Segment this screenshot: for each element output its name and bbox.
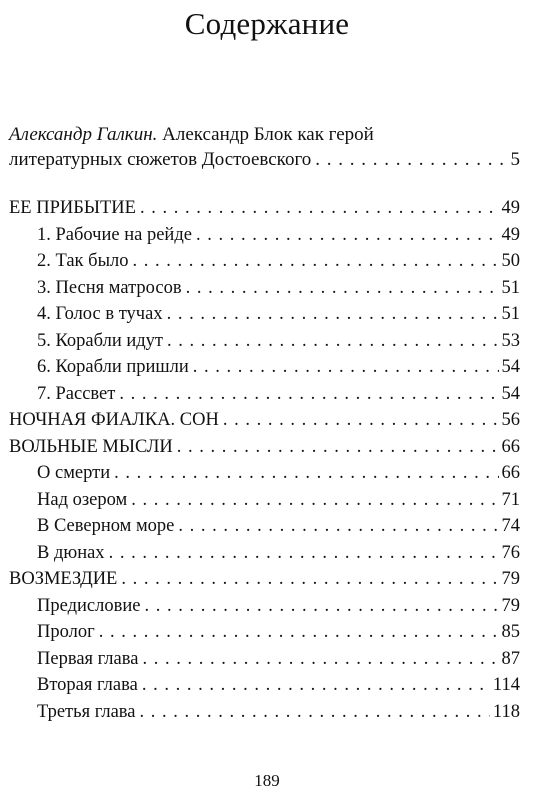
toc-item-title: 1. Рабочие на рейде: [37, 224, 192, 245]
toc-page-number: 56: [501, 410, 520, 430]
toc-item-row: [9, 513, 520, 540]
dot-leader: [315, 147, 507, 172]
dot-leader: [142, 672, 490, 699]
toc-section-row: [9, 195, 520, 222]
toc-item-row: [9, 381, 520, 408]
dot-leader: [193, 354, 499, 381]
dot-leader: [167, 328, 499, 355]
toc-item-row: [9, 699, 520, 726]
toc-page-number: 74: [501, 516, 520, 536]
toc-page-number: 54: [501, 383, 520, 404]
dot-leader: [144, 593, 498, 620]
dot-leader: [131, 487, 498, 514]
toc-section-row: [9, 566, 520, 593]
dot-leader: [133, 248, 499, 275]
toc-item-row: [9, 646, 520, 673]
intro-line-2: [9, 147, 520, 172]
dot-leader: [177, 434, 499, 461]
toc-section-title: ЕЕ ПРИБЫТИЕ: [9, 198, 136, 218]
dot-leader: [178, 513, 498, 540]
toc-item-title: 2. Так было: [37, 251, 129, 271]
dot-leader: [223, 407, 499, 434]
toc-item-row: [9, 487, 520, 514]
toc-item-row: [9, 593, 520, 620]
dot-leader: [99, 619, 499, 646]
dot-leader: [142, 646, 498, 673]
intro-title-part-2: литературных сюжетов Достоевского: [9, 149, 312, 170]
toc-item-title: В Северном море: [37, 516, 175, 536]
toc-item-row: [9, 301, 520, 328]
toc-section-title: ВОЛЬНЫЕ МЫСЛИ: [9, 436, 173, 457]
toc-page-number: 76: [501, 542, 520, 563]
toc-page-number: 53: [501, 330, 520, 351]
toc-page-number: 79: [501, 569, 520, 589]
dot-leader: [140, 195, 499, 222]
toc-item-row: [9, 275, 520, 302]
toc-item-title: 4. Голос в тучах: [37, 304, 163, 324]
toc-page-number: 85: [501, 622, 520, 642]
toc-item-row: [9, 672, 520, 699]
toc-item-title: Третья глава: [37, 701, 136, 722]
toc-page-number: 87: [501, 648, 520, 669]
dot-leader: [167, 301, 499, 328]
toc-page-number: 51: [501, 277, 520, 298]
toc-page-number: 50: [501, 251, 520, 271]
intro-title-part-1: Александр Блок как герой: [157, 124, 374, 145]
toc-page-number: 49: [501, 224, 520, 245]
toc-section-row: [9, 407, 520, 434]
toc-item-row: [9, 460, 520, 487]
toc-page-number: 66: [501, 436, 520, 457]
toc-item-title: 5. Корабли идут: [37, 330, 163, 351]
toc-item-title: Вторая глава: [37, 675, 138, 695]
toc-item-title: Первая глава: [37, 648, 139, 669]
dot-leader: [114, 460, 498, 487]
toc-item-title: Пролог: [37, 622, 95, 642]
toc-section-title: ВОЗМЕЗДИЕ: [9, 569, 118, 589]
toc-item-title: Над озером: [37, 489, 128, 510]
intro-author: Александр Галкин.: [9, 124, 158, 145]
dot-leader: [140, 699, 490, 726]
toc-item-row: [9, 328, 520, 355]
toc-page-number: 114: [492, 675, 520, 695]
table-of-contents: [9, 122, 520, 725]
toc-page-number: 54: [501, 357, 520, 377]
toc-item-row: [9, 222, 520, 249]
toc-item-title: 7. Рассвет: [37, 383, 116, 404]
dot-leader: [109, 540, 499, 567]
toc-page-number: 71: [501, 489, 520, 510]
dot-leader: [119, 381, 498, 408]
toc-item-row: [9, 540, 520, 567]
toc-item-title: Предисловие: [37, 595, 141, 616]
page-number: 189: [254, 771, 280, 790]
toc-intro-entry: [9, 122, 520, 172]
toc-item-row: [9, 248, 520, 275]
dot-leader: [121, 566, 498, 593]
toc-section-title: НОЧНАЯ ФИАЛКА. СОН: [9, 410, 219, 430]
toc-item-title: В дюнах: [37, 542, 105, 563]
intro-page-number: 5: [510, 149, 520, 170]
toc-sections: [9, 195, 520, 725]
dot-leader: [186, 275, 499, 302]
toc-section-row: [9, 434, 520, 461]
toc-item-title: 3. Песня матросов: [37, 277, 182, 298]
intro-line-1: [9, 122, 520, 147]
toc-page-number: 79: [501, 595, 520, 616]
toc-item-title: О смерти: [37, 463, 111, 483]
toc-item-row: [9, 619, 520, 646]
toc-page-number: 118: [492, 701, 520, 722]
toc-page-number: 66: [501, 463, 520, 483]
toc-page-number: 49: [501, 198, 520, 218]
dot-leader: [196, 222, 499, 249]
toc-item-title: 6. Корабли пришли: [37, 357, 189, 377]
toc-page-number: 51: [501, 304, 520, 324]
page-title: Содержание: [184, 6, 350, 41]
toc-item-row: [9, 354, 520, 381]
